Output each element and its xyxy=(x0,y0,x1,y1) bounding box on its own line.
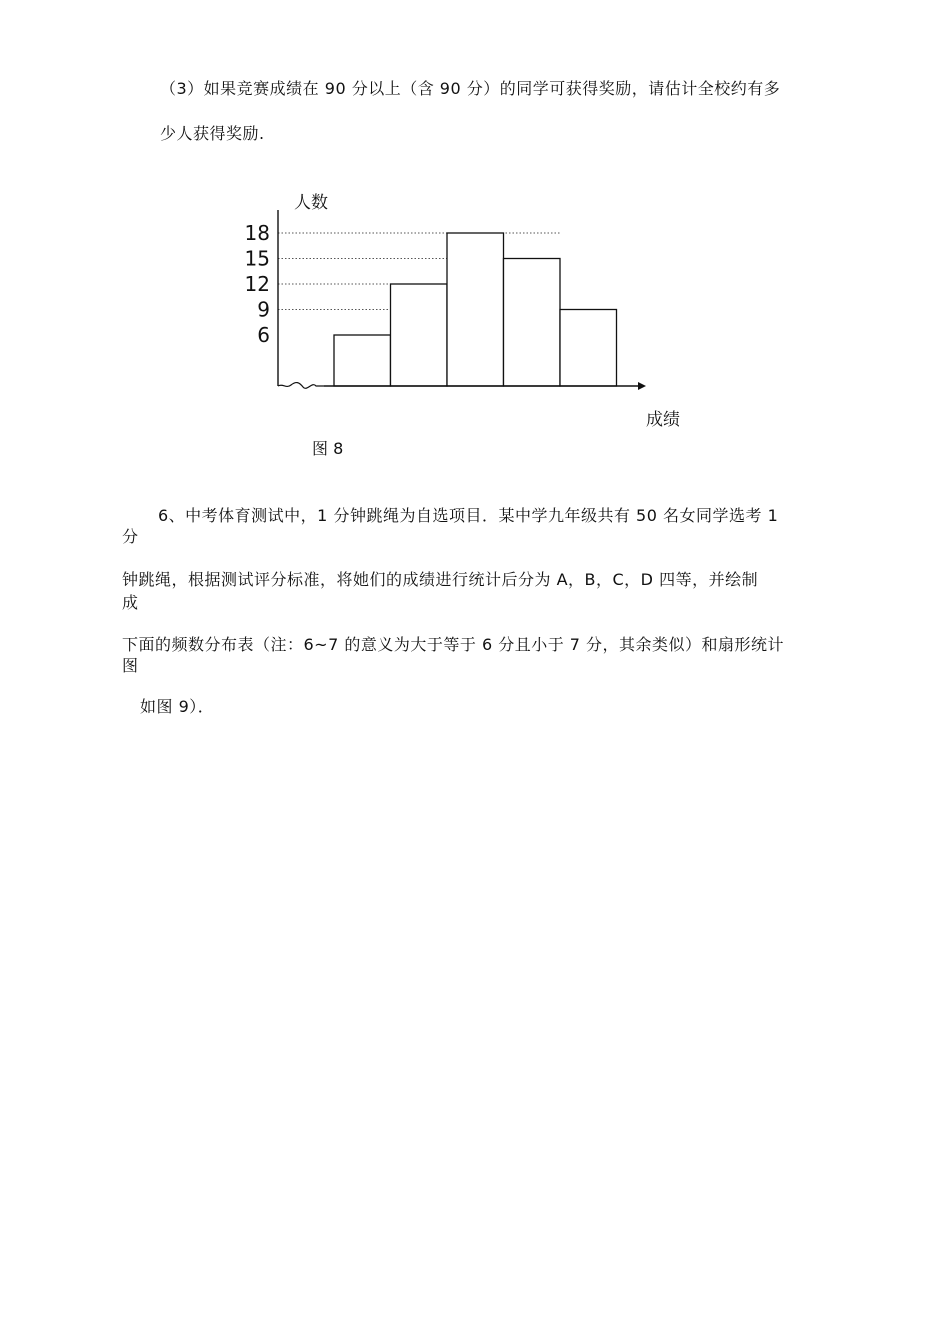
y-tick-label: 9 xyxy=(257,297,270,322)
y-tick-label: 12 xyxy=(244,272,270,296)
y-tick-label: 6 xyxy=(257,323,270,347)
axis-break xyxy=(278,383,324,389)
question3-line2: 少人获得奖励. xyxy=(160,124,265,143)
y-axis-label: 人数 xyxy=(294,193,328,213)
histogram-bar xyxy=(447,233,504,386)
y-tick-labels xyxy=(245,221,270,347)
x-axis-arrow xyxy=(638,382,646,390)
histogram-bar xyxy=(560,310,617,387)
histogram-bar xyxy=(334,335,391,386)
question6-line6: 图 xyxy=(122,656,139,675)
histogram-bar xyxy=(504,259,561,387)
question6-line2: 分 xyxy=(122,527,139,546)
histogram-bar xyxy=(391,284,448,386)
question3-line1: （3）如果竞赛成绩在 90 分以上（含 90 分）的同学可获得奖励，请估计全校约有多 xyxy=(160,79,781,98)
question6-line7: 如图 9）． xyxy=(140,697,215,716)
x-axis-label: 成绩 xyxy=(646,410,680,430)
y-tick-label: 15 xyxy=(244,246,270,271)
question6-line4: 成 xyxy=(122,593,139,612)
y-tick-label: 18 xyxy=(244,221,270,245)
figure-caption: 图 8 xyxy=(312,439,344,458)
question6-line5: 下面的频数分布表（注：6~7 的意义为大于等于 6 分且小于 7 分，其余类似）和扇形统计 xyxy=(122,635,785,654)
question6-line3: 钟跳绳，根据测试评分标准，将她们的成绩进行统计后分为 A，B，C，D 四等，并绘制 xyxy=(122,570,759,589)
histogram-chart xyxy=(230,180,680,440)
question6-line1: 6、中考体育测试中，1 分钟跳绳为自选项目．某中学九年级共有 50 名女同学选考 1 xyxy=(158,506,779,525)
